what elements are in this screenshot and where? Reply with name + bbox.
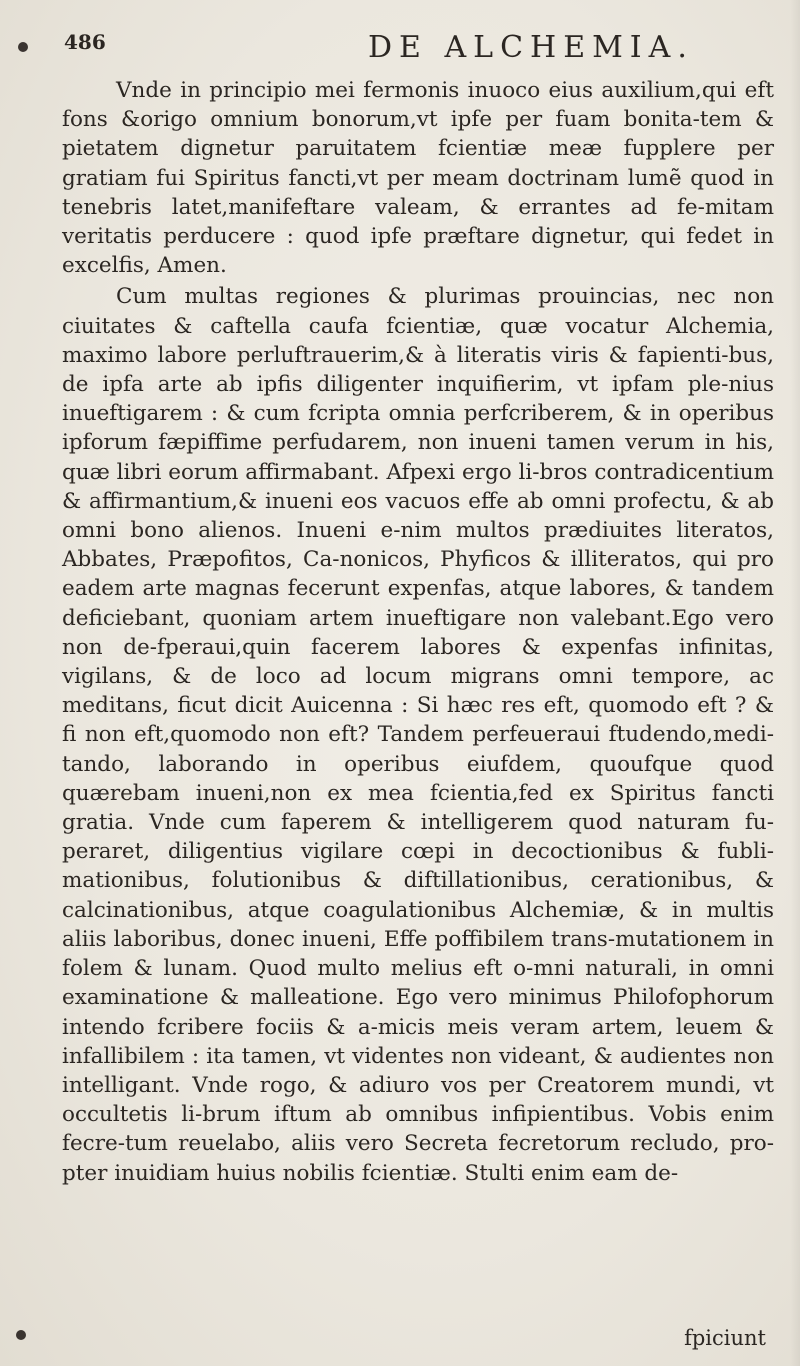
margin-dot-bottom xyxy=(16,1330,26,1340)
paragraph-invocation: Vnde in principio mei fermonis inuoco eius auxilium,qui eft fons &origo omnium bonorum,vt ipfe per fuam bonita-tem & pietatem dignetur paruitatem fcientiæ meæ fupplere per gratiam fui Spiritus fancti,vt per meam doctrinam lumẽ quod in tenebris latet,manifeftare valeam, & errantes ad fe-mitam veritatis perducere : quod ipfe præftare dignetur, qui fedet in excelfis, Amen. xyxy=(62,78,774,279)
running-title: DE ALCHEMIA. xyxy=(368,30,694,65)
page-header xyxy=(44,24,764,68)
page-edge-shadow xyxy=(790,0,800,1366)
page-number: 486 xyxy=(64,30,106,54)
margin-dot-top xyxy=(18,42,28,52)
paragraph-narrative: Cum multas regiones & plurimas prouincias, nec non ciuitates & caftella caufa fcientiæ, quæ vocatur Alchemia, maximo labore perluftrauerim,& à literatis viris & fapienti-bus, de ipfa arte ab ipfis diligenter inquifierim, vt ipfam ple-nius inueftigarem : & cum fcripta omnia perfcriberem, & in operibus ipforum fæpiffime perfudarem, non inueni tamen verum in his, quæ libri eorum affirmabant. Afpexi ergo li-bros contradicentium & affirmantium,& inueni eos vacuos effe ab omni profectu, & ab omni bono alienos. Inueni e-nim multos prædiuites literatos, Abbates, Præpofitos, Ca-nonicos, Phyficos & illiteratos, qui pro eadem arte magnas fecerunt expenfas, atque labores, & tandem deficiebant, quoniam artem inueftigare non valebant.Ego vero non de-fperaui,quin facerem labores & expenfas infinitas, vigilans, & de loco ad locum migrans omni tempore, ac meditans, ficut dicit Auicenna : Si hæc res eft, quomodo eft ? & fi non eft,quomodo non eft? Tandem perfeueraui ftudendo,medi-tando, laborando in operibus eiufdem, quoufque quod quærebam inueni,non ex mea fcientia,fed ex Spiritus fancti gratia. Vnde cum faperem & intelligerem quod naturam fu-peraret, diligentius vigilare cœpi in decoctionibus & fubli-mationibus, folutionibus & diftillationibus, cerationibus, & calcinationibus, atque coagulationibus Alchemiæ, & in multis aliis laboribus, donec inueni, Effe poffibilem trans-mutationem in folem & lunam. Quod multo melius eft o-mni naturali, in omni examinatione & malleatione. Ego vero minimus Philofophorum intendo fcribere fociis & a-micis meis veram artem, leuem & infallibilem : ita tamen, vt videntes non videant, & audientes non intelligant. Vnde rogo, & adiuro vos per Creatorem mundi, vt occultetis li-brum iftum ab omnibus infipientibus. Vobis enim fecre-tum reuelabo, aliis vero Secreta fecretorum recludo, pro-pter inuidiam huius nobilis fcientiæ. Stulti enim eam de- xyxy=(62,284,774,1186)
catchword: fpiciunt xyxy=(684,1326,766,1350)
body-text xyxy=(62,76,774,1188)
